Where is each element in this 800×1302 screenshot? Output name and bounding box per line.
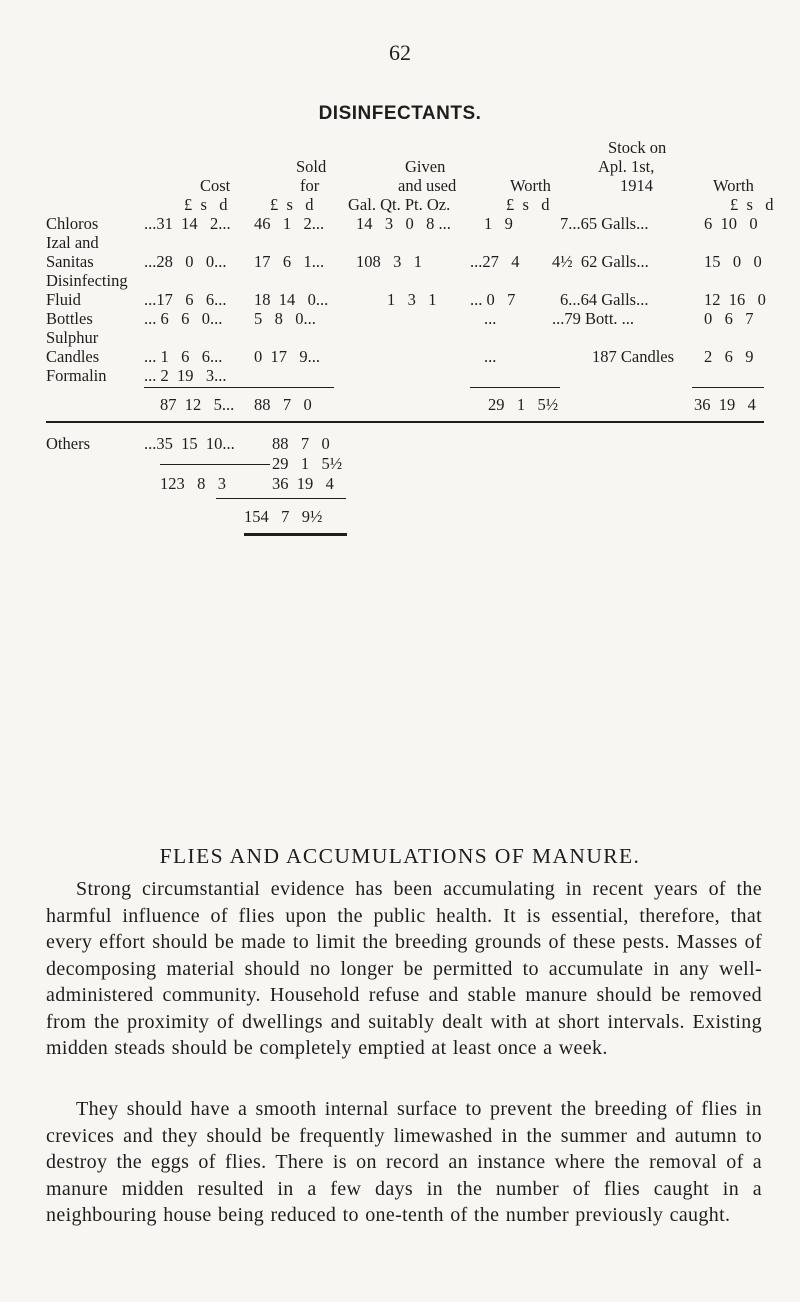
row-name: Bottles: [46, 309, 93, 328]
row-name: Chloros: [46, 214, 99, 233]
paragraph: Strong circumstantial evidence has been accumulating in recent years of the harmful influence of flies upon the public health. It is essential, therefore, that every effort should be made to limit the breeding grounds of these pests. Masses of decomposing material should no longer be permitted to accumulate in any well-administered community. Household refuse and stable manure should be removed from the proximity of dwellings and suitably dealt with at short intervals. Existing midden steads should be completely emptied at least once a week.: [46, 878, 762, 1059]
row-sold: 5 8 0...: [254, 309, 316, 328]
row-name: Sulphur: [46, 328, 99, 347]
row-name: Candles: [46, 347, 100, 366]
header-stock-on: Stock on: [608, 138, 667, 157]
header-worth: Worth: [510, 176, 551, 195]
row-worth: 1 9: [484, 214, 513, 233]
header-given: Given: [405, 157, 446, 176]
header-for: for: [300, 176, 320, 195]
subtotal-rule: [144, 387, 254, 388]
row-worth-2: 0 6 7: [704, 309, 754, 328]
total-cost: 87 12 5...: [160, 395, 235, 414]
row-worth-2: 2 6 9: [704, 347, 754, 366]
row-sold: 18 14 0...: [254, 290, 329, 309]
subtotal-rule: [470, 387, 560, 388]
subtotal-rule: [254, 387, 334, 388]
header-units-given: Gal. Qt. Pt. Oz.: [348, 195, 451, 214]
header-units-worth: £ s d: [506, 195, 550, 214]
row-worth: ...: [484, 309, 497, 328]
row-given: 108 3 1: [356, 252, 422, 271]
row-worth-2: 12 16 0: [704, 290, 766, 309]
header-cost: Cost: [200, 176, 231, 195]
total-sold: 88 7 0: [254, 395, 312, 414]
others-sold-3: 36 19 4: [272, 474, 334, 493]
grand-total: 154 7 9½: [244, 507, 323, 526]
row-worth-2: 6 10 0: [704, 214, 758, 233]
paragraph: They should have a smooth internal surface to prevent the breeding of flies in crevices and they should be frequently limewashed in the summer and autumn to destroy the eggs of flies. There is on record an instance where the removal of a manure midden resulted in a few days in the number of flies caught in a neighbouring house being reduced to one-tenth of the number previously caught.: [46, 1098, 762, 1226]
row-cost: ...31 14 2...: [144, 214, 231, 233]
others-rule: [160, 464, 270, 465]
header-units-worth-2: £ s d: [730, 195, 774, 214]
others-sold-2: 29 1 5½: [272, 454, 343, 473]
row-sold: 17 6 1...: [254, 252, 325, 271]
row-name: Fluid: [46, 290, 81, 309]
header-sold: Sold: [296, 157, 327, 176]
grand-total-double-rule: [244, 533, 347, 536]
others-label: Others: [46, 434, 90, 453]
row-stock: 6...64 Galls...: [560, 290, 649, 309]
grand-total-rule: [216, 498, 346, 499]
table-divider: [46, 421, 764, 423]
row-worth: ...27 4: [470, 252, 520, 271]
header-and-used: and used: [398, 176, 457, 195]
row-name: Formalin: [46, 366, 107, 385]
header-apl-date: Apl. 1st,: [598, 157, 655, 176]
row-given: 14 3 0 8 ...: [356, 214, 451, 233]
row-cost: ...17 6 6...: [144, 290, 227, 309]
row-worth-2: 15 0 0: [704, 252, 762, 271]
row-worth: ...: [484, 347, 497, 366]
page-number: 62: [389, 40, 411, 65]
header-units-cost: £ s d: [184, 195, 228, 214]
row-worth: ... 0 7: [470, 290, 516, 309]
row-cost: ... 6 6 0...: [144, 309, 223, 328]
row-cost: ... 1 6 6...: [144, 347, 223, 366]
section-title: FLIES AND ACCUMULATIONS OF MANURE.: [159, 844, 641, 868]
row-stock: ...79 Bott. ...: [552, 309, 635, 328]
total-worth: 29 1 5½: [488, 395, 559, 414]
row-stock: 187 Candles: [592, 347, 675, 366]
row-name: Izal and: [46, 233, 99, 252]
others-sum: 123 8 3: [160, 474, 226, 493]
header-units-sold: £ s d: [270, 195, 314, 214]
row-name: Sanitas: [46, 252, 94, 271]
row-stock: 4½ 62 Galls...: [552, 252, 649, 271]
row-stock: 7...65 Galls...: [560, 214, 649, 233]
total-worth-2: 36 19 4: [694, 395, 756, 414]
row-name: Disinfecting: [46, 271, 128, 290]
table-title: DISINFECTANTS.: [318, 103, 482, 124]
row-cost: ...28 0 0...: [144, 252, 227, 271]
row-cost: ... 2 19 3...: [144, 366, 227, 385]
subtotal-rule: [692, 387, 764, 388]
row-sold: 0 17 9...: [254, 347, 320, 366]
header-year: 1914: [620, 176, 653, 195]
others-sold: 88 7 0: [272, 434, 330, 453]
header-worth-2: Worth: [713, 176, 754, 195]
others-cost: ...35 15 10...: [144, 434, 235, 453]
row-sold: 46 1 2...: [254, 214, 325, 233]
row-given: 1 3 1: [387, 290, 437, 309]
